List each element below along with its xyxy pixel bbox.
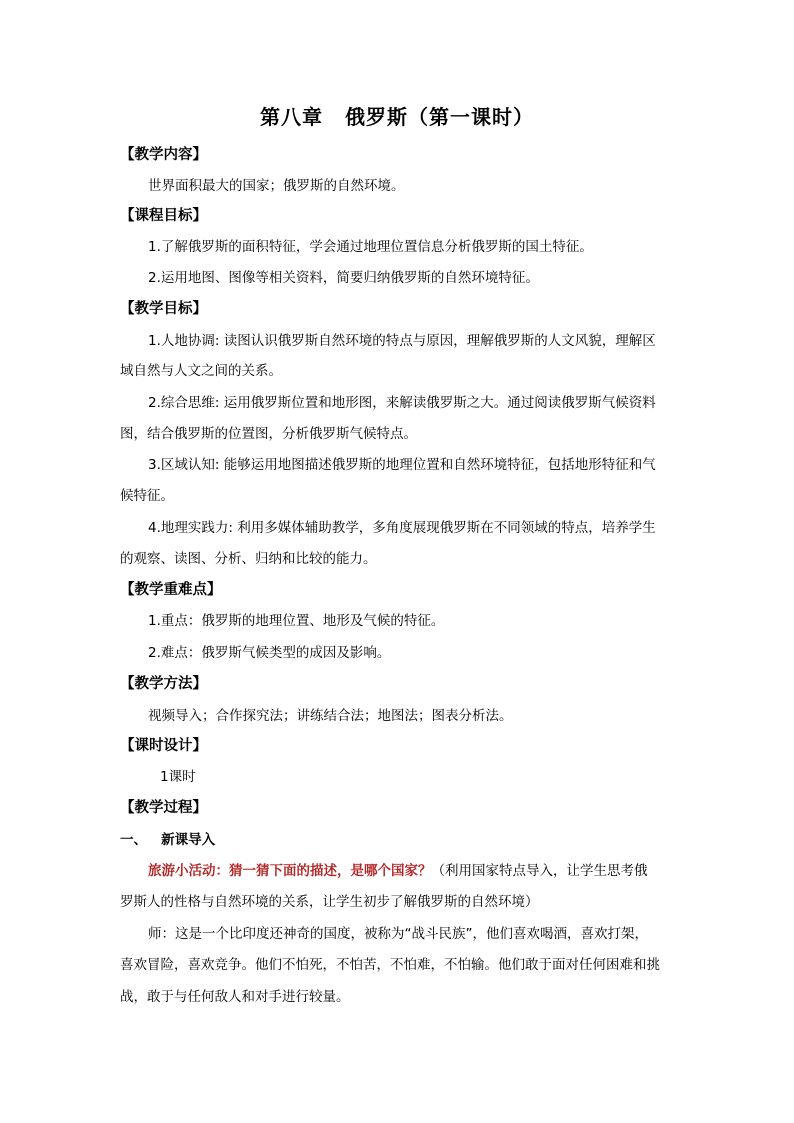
heading-key-points: 【教学重难点】 — [120, 582, 222, 598]
teaching-goal-2-line-2: 图，结合俄罗斯的位置图，分析俄罗斯气候特点。 — [120, 426, 417, 442]
heading-teaching-methods: 【教学方法】 — [120, 676, 207, 692]
heading-curriculum-goals: 【课程目标】 — [120, 208, 207, 224]
key-point-2: 2.难点：俄罗斯气候类型的成因及影响。 — [148, 645, 391, 661]
lesson-schedule-body: 1课时 — [160, 769, 196, 785]
teacher-line-3: 战，敢于与任何敌人和对手进行较量。 — [120, 989, 350, 1005]
activity-line-2: 罗斯人的性格与自然环境的关系，让学生初步了解俄罗斯的自然环境） — [120, 894, 539, 910]
curriculum-goal-1: 1.了解俄罗斯的面积特征，学会通过地理位置信息分析俄罗斯的国土特征。 — [148, 239, 593, 255]
teaching-goal-3-line-1: 3.区域认知: 能够运用地图描述俄罗斯的地理位置和自然环境特征，包括地形特征和气 — [148, 457, 656, 473]
teaching-goal-4-line-1: 4.地理实践力: 利用多媒体辅助教学，多角度展现俄罗斯在不同领域的特点，培养学生 — [148, 520, 656, 536]
heading-lesson-schedule: 【课时设计】 — [120, 738, 207, 754]
chapter-name: 俄罗斯（第一课时） — [345, 105, 534, 129]
curriculum-goal-2: 2.运用地图、图像等相关资料，简要归纳俄罗斯的自然环境特征。 — [148, 270, 539, 286]
teaching-goal-1-line-2: 域自然与人文之间的关系。 — [120, 363, 282, 379]
activity-label: 旅游小活动：猜一猜下面的描述，是哪个国家？ — [148, 863, 432, 879]
heading-teaching-process: 【教学过程】 — [120, 800, 207, 816]
activity-note: （利用国家特点导入，让学生思考俄 — [431, 863, 648, 879]
teacher-line-1: 师：这是一个比印度还神奇的国度，被称为“战斗民族”，他们喜欢喝酒，喜欢打架， — [148, 926, 648, 942]
chapter-number: 第八章 — [260, 105, 323, 129]
teaching-goal-2-line-1: 2.综合思维: 运用俄罗斯位置和地形图，来解读俄罗斯之大。通过阅读俄罗斯气候资料 — [148, 395, 656, 411]
teaching-goal-1-line-1: 1.人地协调: 读图认识俄罗斯自然环境的特点与原因，理解俄罗斯的人文风貌，理解区 — [148, 333, 656, 349]
heading-teaching-content: 【教学内容】 — [120, 147, 207, 163]
teaching-goal-3-line-2: 候特征。 — [120, 488, 174, 504]
teaching-methods-body: 视频导入；合作探究法；讲练结合法；地图法；图表分析法。 — [148, 708, 513, 724]
teacher-line-2: 喜欢冒险，喜欢竞争。他们不怕死，不怕苦，不怕难，不怕输。他们敢于面对任何困难和挑 — [120, 957, 660, 973]
teaching-content-body: 世界面积最大的国家；俄罗斯的自然环境。 — [148, 178, 405, 194]
heading-teaching-goals: 【教学目标】 — [120, 301, 207, 317]
page-title — [0, 103, 794, 131]
key-point-1: 1.重点：俄罗斯的地理位置、地形及气候的特征。 — [148, 613, 445, 629]
process-step-1: 一、 新课导入 — [120, 832, 216, 848]
activity-line-1 — [148, 861, 708, 881]
teaching-goal-4-line-2: 的观察、读图、分析、归纳和比较的能力。 — [120, 551, 377, 567]
